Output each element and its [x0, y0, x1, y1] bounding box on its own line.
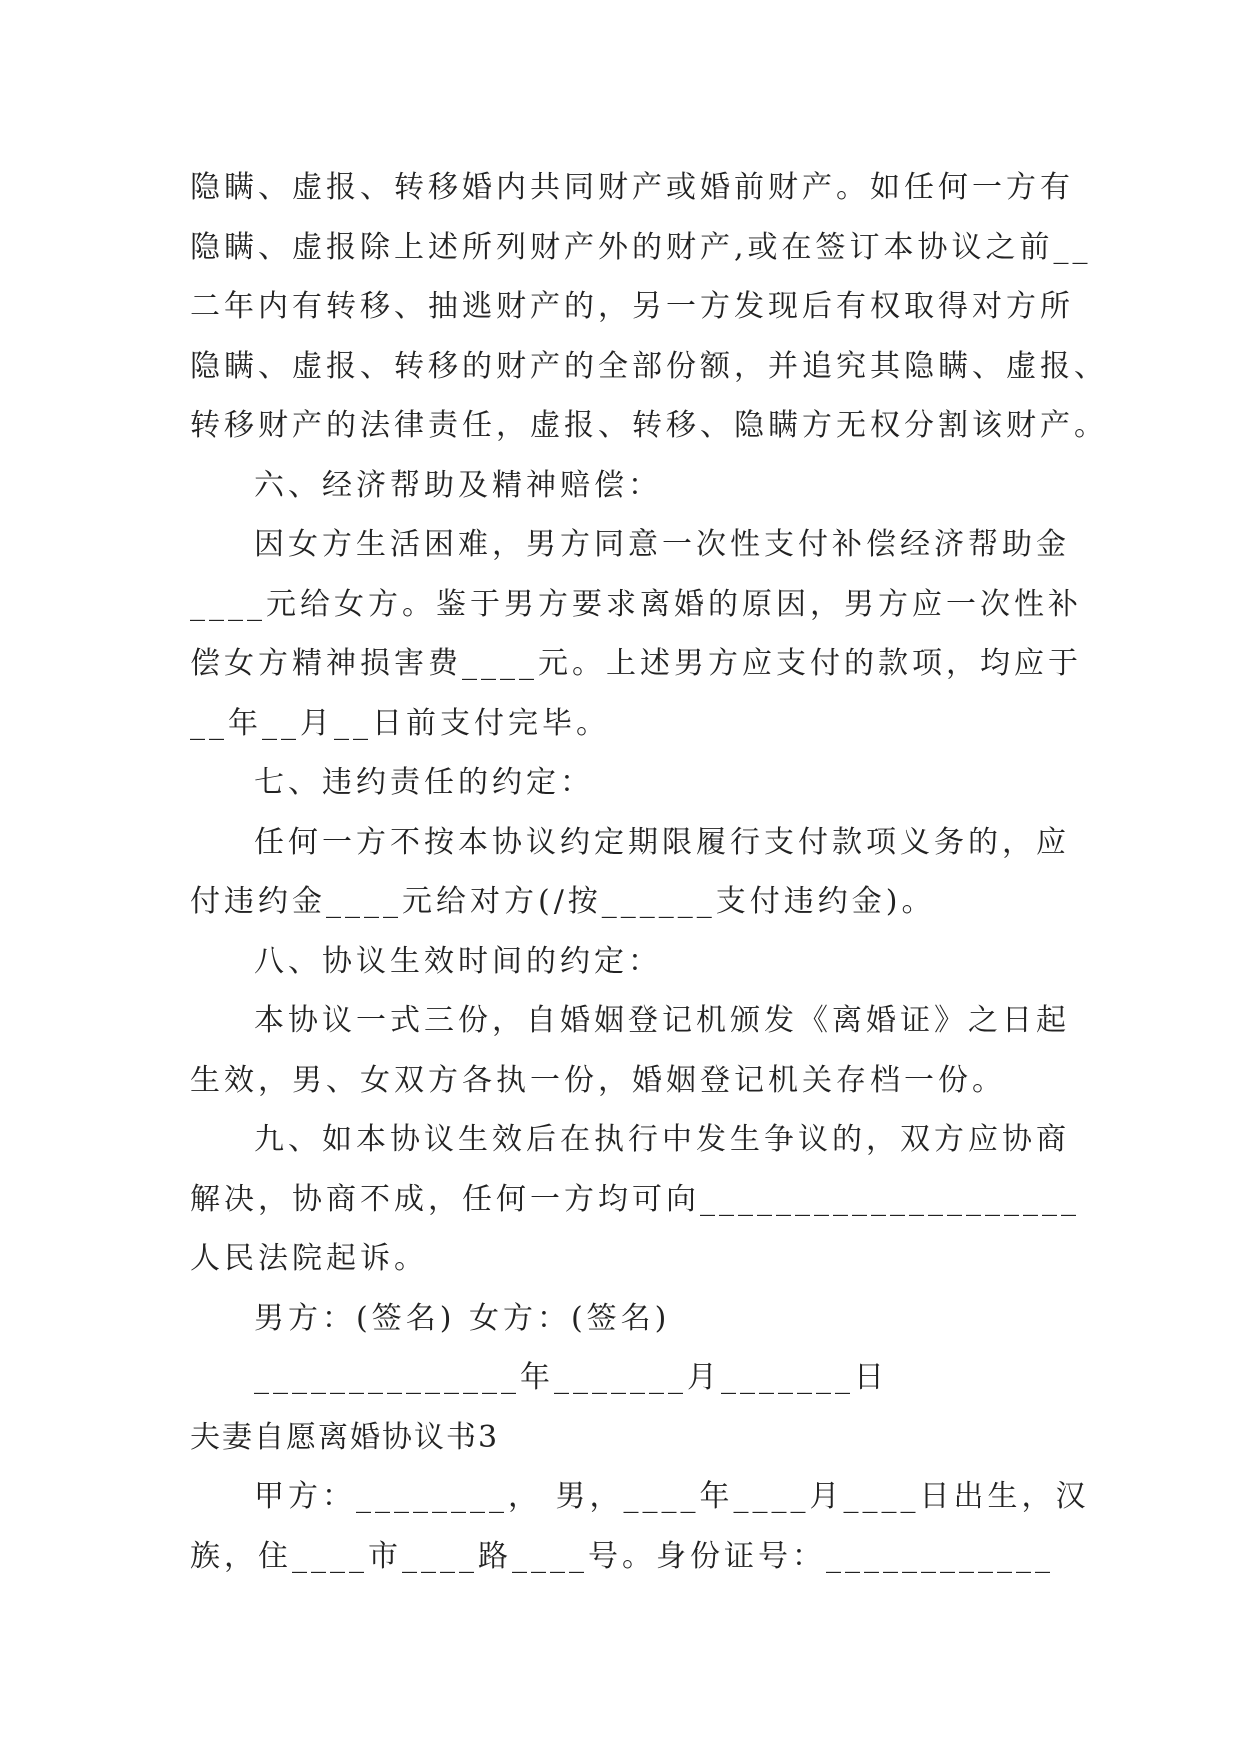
document-text-line: ______________年_______月_______日 [254, 1360, 888, 1395]
document-text-line: 隐瞒、虚报、转移婚内共同财产或婚前财产。如任何一方有 [190, 170, 1074, 205]
document-section-title: 夫妻自愿离婚协议书3 [190, 1419, 500, 1455]
document-text-line: 偿女方精神损害费____元。上述男方应支付的款项，均应于 [190, 646, 1082, 681]
document-text-line: 任何一方不按本协议约定期限履行支付款项义务的，应 [254, 824, 1070, 860]
document-text-line: 人民法院起诉。 [190, 1241, 428, 1276]
document-text-line: 九、如本协议生效后在执行中发生争议的，双方应协商 [254, 1122, 1070, 1157]
document-text-line: 族，住____市____路____号。身份证号：____________ [190, 1538, 1054, 1574]
document-text-line: 二年内有转移、抽逃财产的，另一方发现后有权取得对方所 [190, 289, 1074, 324]
document-text-line: __年__月__日前支付完毕。 [190, 705, 610, 741]
document-text-line: 八、协议生效时间的约定： [254, 943, 662, 979]
document-text-line: 转移财产的法律责任，虚报、转移、隐瞒方无权分割该财产。 [190, 408, 1108, 443]
document-text-line: 生效，男、女双方各执一份，婚姻登记机关存档一份。 [190, 1062, 1006, 1098]
document-text-line: 解决，协商不成，任何一方均可向____________________ [190, 1181, 1080, 1217]
document-text-line: 隐瞒、虚报除上述所列财产外的财产,或在签订本协议之前__ [190, 229, 1092, 265]
document-text-line: 本协议一式三份，自婚姻登记机颁发《离婚证》之日起 [254, 1003, 1070, 1038]
document-text-line: 因女方生活困难，男方同意一次性支付补偿经济帮助金 [254, 527, 1070, 562]
document-text-line: 隐瞒、虚报、转移的财产的全部份额，并追究其隐瞒、虚报、 [190, 348, 1108, 384]
document-text-line: 七、违约责任的约定： [254, 765, 594, 800]
document-text-line: ____元给女方。鉴于男方要求离婚的原因，男方应一次性补 [190, 586, 1082, 622]
document-body [190, 158, 1108, 1586]
document-text-line: 付违约金____元给对方(/按______支付违约金)。 [190, 884, 936, 919]
document-text-line: 六、经济帮助及精神赔偿： [254, 467, 662, 503]
document-text-line: 男方：(签名) 女方：(签名) [254, 1300, 671, 1336]
document-text-line: 甲方：________， 男，____年____月____日出生，汉 [254, 1479, 1090, 1514]
